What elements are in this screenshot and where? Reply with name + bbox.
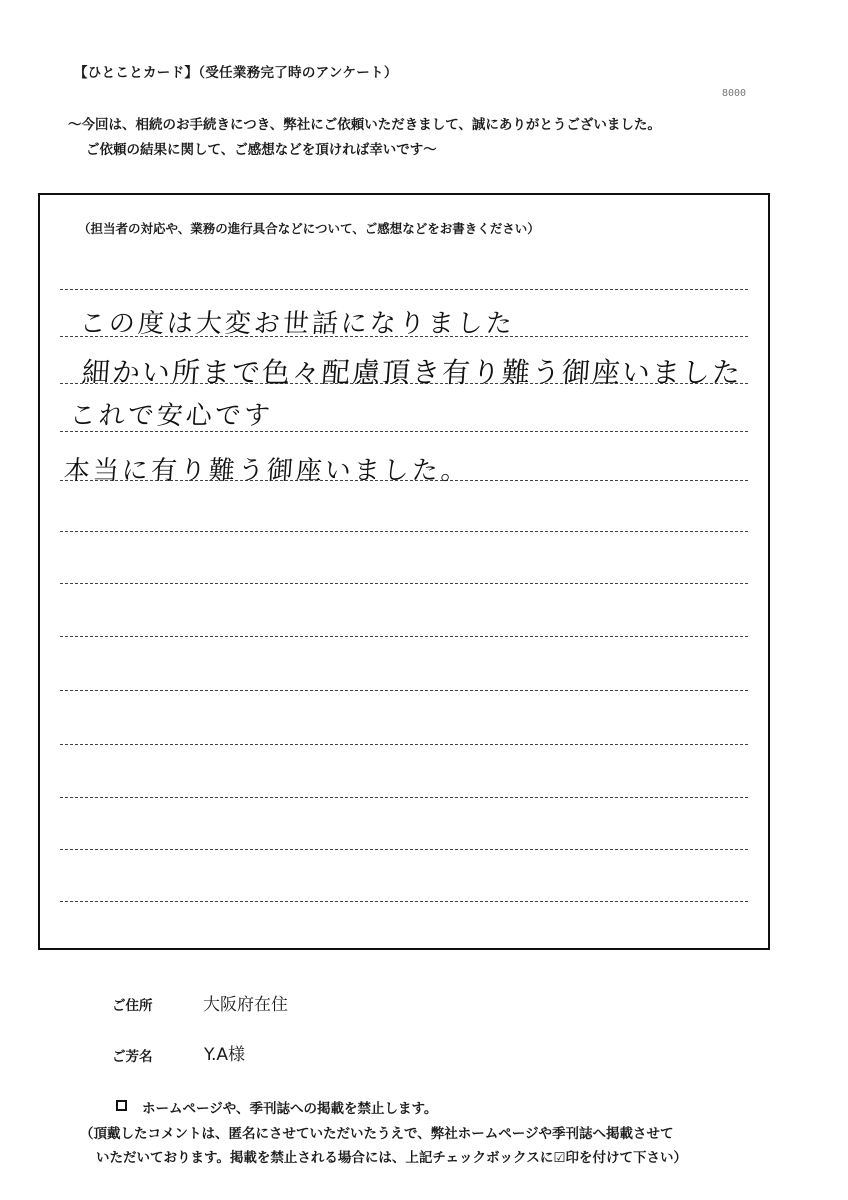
- handwritten-line-2: 細かい所まで色々配慮頂き有り難う御座いました: [80, 356, 744, 389]
- no-publish-label: ホームページや、季刊誌への掲載を禁止します。: [142, 1101, 438, 1117]
- ruled-line: [60, 901, 748, 902]
- intro-line-2: ご依頼の結果に関して、ご感想などを頂ければ幸いです～: [86, 142, 437, 158]
- ruled-line: [60, 531, 748, 532]
- ruled-line: [60, 289, 748, 290]
- no-publish-checkbox[interactable]: [116, 1100, 127, 1111]
- comment-box: [38, 193, 770, 950]
- name-value: Y.A様: [204, 1045, 245, 1065]
- card-title: 【ひとことカード】（受任業務完了時のアンケート）: [74, 65, 398, 81]
- ruled-line: [60, 583, 748, 584]
- ruled-line: [60, 636, 748, 637]
- ruled-line: [60, 849, 748, 850]
- handwritten-line-3: これで安心です: [68, 401, 274, 431]
- intro-line-1: ～今回は、相続のお手続きにつき、弊社にご依頼いただきまして、誠にありがとうございました。: [68, 117, 661, 133]
- ruled-line: [60, 744, 748, 745]
- name-label: ご芳名: [112, 1049, 153, 1065]
- handwritten-line-1: この度は大変お世話になりました: [78, 309, 516, 339]
- address-label: ご住所: [112, 998, 153, 1014]
- handwritten-line-4: 本当に有り難う御座いました。: [62, 456, 471, 486]
- publication-note-line-2: いただいております。掲載を禁止される場合には、上記チェックボックスに☑印を付けて下さい）: [96, 1150, 687, 1166]
- comment-hint: （担当者の対応や、業務の進行具合などについて、ご感想などをお書きください）: [78, 221, 540, 236]
- ruled-line: [60, 797, 748, 798]
- stamp-number: 8000: [722, 88, 747, 99]
- publication-note-line-1: （頂戴したコメントは、匿名にさせていただいたうえで、弊社ホームページや季刊誌へ掲載させて: [80, 1126, 674, 1142]
- ruled-line: [60, 690, 748, 691]
- address-value: 大阪府在住: [203, 995, 288, 1015]
